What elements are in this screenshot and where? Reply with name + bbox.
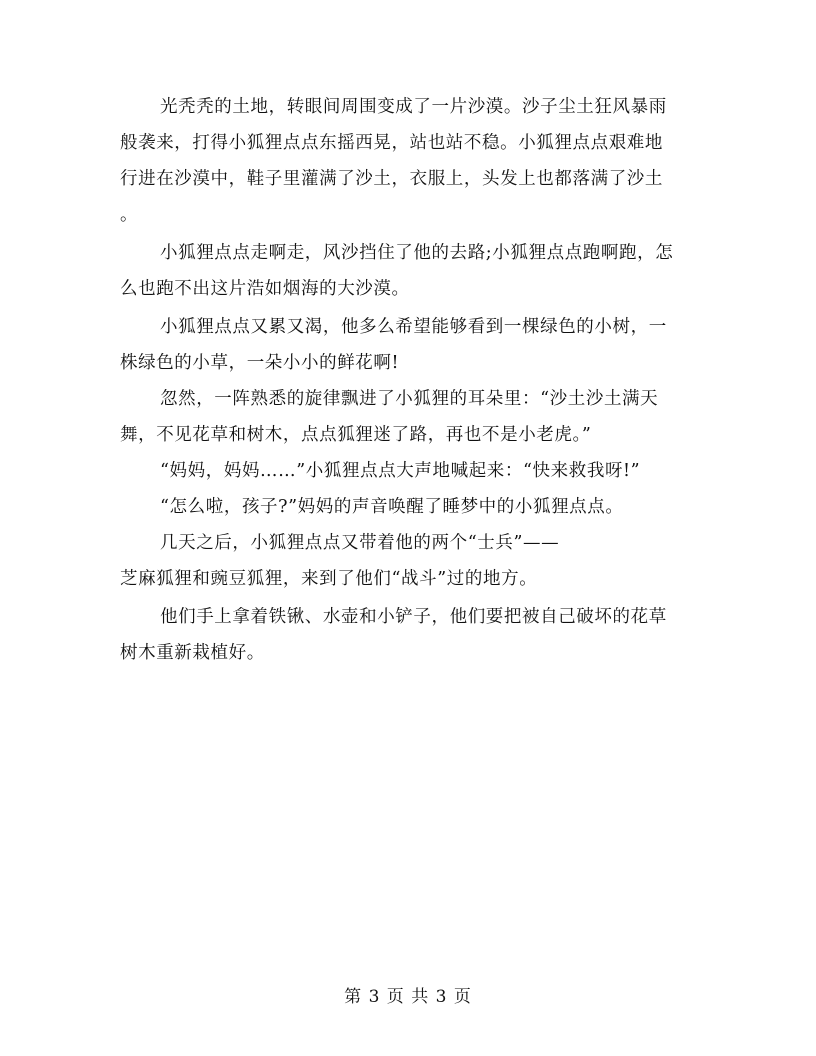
paragraph-line: 忽然，一阵熟悉的旋律飘进了小狐狸的耳朵里：“沙土沙土满天 <box>160 389 659 409</box>
paragraph-line: 。 <box>120 205 139 225</box>
paragraph-line: 小狐狸点点又累又渴，他多么希望能够看到一棵绿色的小树，一 <box>160 317 667 337</box>
paragraph-line: 般袭来，打得小狐狸点点东摇西晃，站也站不稳。小狐狸点点艰难地 <box>120 133 663 153</box>
paragraph-line: “妈妈，妈妈……”小狐狸点点大声地喊起来：“快来救我呀!” <box>160 461 641 481</box>
paragraph-line: 小狐狸点点走啊走，风沙挡住了他的去路;小狐狸点点跑啊跑，怎 <box>160 243 674 263</box>
paragraph-line: 光秃秃的土地，转眼间周围变成了一片沙漠。沙子尘土狂风暴雨 <box>160 97 667 117</box>
paragraph-line: 行进在沙漠中，鞋子里灌满了沙土，衣服上，头发上也都落满了沙土 <box>120 169 663 189</box>
paragraph-line: 舞，不见花草和树木，点点狐狸迷了路，再也不是小老虎。” <box>120 425 592 445</box>
paragraph-line: 芝麻狐狸和豌豆狐狸，来到了他们“战斗”过的地方。 <box>120 569 538 589</box>
paragraph-line: 几天之后，小狐狸点点又带着他的两个“士兵”—— <box>160 533 560 553</box>
page-number-footer: 第 3 页 共 3 页 <box>344 987 472 1007</box>
paragraph-line: 株绿色的小草，一朵小小的鲜花啊! <box>120 353 400 373</box>
paragraph-line: 树木重新栽植好。 <box>120 643 265 663</box>
paragraph-line: “怎么啦，孩子?”妈妈的声音唤醒了睡梦中的小狐狸点点。 <box>160 497 624 517</box>
paragraph-line: 他们手上拿着铁锹、水壶和小铲子，他们要把被自己破坏的花草 <box>160 607 667 627</box>
paragraph-line: 么也跑不出这片浩如烟海的大沙漠。 <box>120 279 410 299</box>
